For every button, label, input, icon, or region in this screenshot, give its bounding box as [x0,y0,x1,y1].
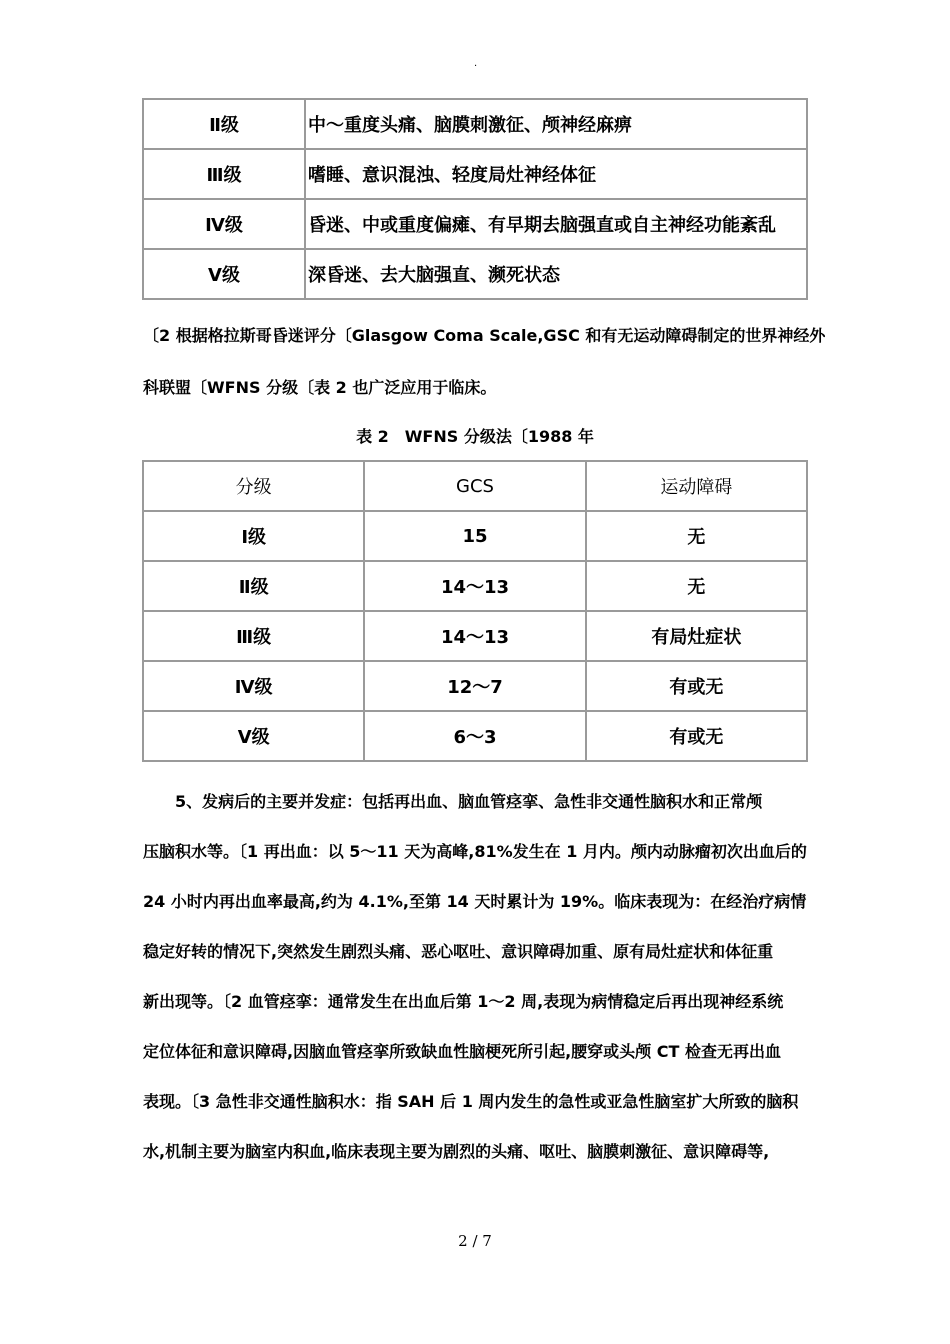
grade-cell: Ⅲ级 [143,611,364,661]
header-cell-grade: 分级 [143,461,364,511]
gcs-cell: 12～7 [364,661,585,711]
table-row [143,149,807,199]
grade-cell: Ⅴ级 [143,711,364,761]
body-line: 新出现等。〔2 血管痉挛：通常发生在出血后第 1～2 周,表现为病情稳定后再出现神经系统 [143,992,784,1011]
grade-cell: Ⅱ级 [143,561,364,611]
body-line: 水,机制主要为脑室内积血,临床表现主要为剧烈的头痛、呕吐、脑膜刺激征、意识障碍等, [143,1142,770,1161]
body-line: 稳定好转的情况下,突然发生剧烈头痛、恶心呕吐、意识障碍加重、原有局灶症状和体征重 [143,942,774,961]
grade-cell: Ⅰ级 [143,511,364,561]
grade-cell: Ⅱ级 [143,99,305,149]
table-row [143,611,807,661]
body-line: 5、发病后的主要并发症：包括再出血、脑血管痉挛、急性非交通性脑积水和正常颅 [143,792,763,811]
motor-cell: 有或无 [586,711,807,761]
body-line: 定位体征和意识障碍,因脑血管痉挛所致缺血性脑梗死所引起,腰穿或头颅 CT 检查无再出血 [143,1042,781,1061]
gcs-cell: 14～13 [364,561,585,611]
gcs-cell: 6～3 [364,711,585,761]
header-cell-gcs: GCS [364,461,585,511]
grade-cell: Ⅲ级 [143,149,305,199]
intro-line-2: 科联盟〔WFNS 分级〔表 2 也广泛应用于临床。 [143,378,497,397]
body-line: 压脑积水等。〔1 再出血：以 5～11 天为高峰,81%发生在 1 月内。颅内动脉瘤初次出血后的 [143,842,807,861]
motor-cell: 无 [586,511,807,561]
description-cell: 昏迷、中或重度偏瘫、有早期去脑强直或自主神经功能紊乱 [305,199,807,249]
table-row [143,711,807,761]
header-mark: . [474,58,478,69]
gcs-cell: 15 [364,511,585,561]
description-cell: 深昏迷、去大脑强直、濒死状态 [305,249,807,299]
motor-cell: 有或无 [586,661,807,711]
motor-cell: 有局灶症状 [586,611,807,661]
table-row [143,511,807,561]
wfns-grade-table [142,460,808,762]
table-row [143,249,807,299]
grade-cell: Ⅴ级 [143,249,305,299]
hunt-hess-grade-table [142,98,808,300]
table-header-row [143,461,807,511]
table-row [143,99,807,149]
page-number: 2 / 7 [458,1232,492,1250]
gcs-cell: 14～13 [364,611,585,661]
intro-line-1: 〔2 根据格拉斯哥昏迷评分〔Glasgow Coma Scale,GSC 和有无运动障碍制定的世界神经外 [143,326,826,345]
description-cell: 中～重度头痛、脑膜刺激征、颅神经麻痹 [305,99,807,149]
motor-cell: 无 [586,561,807,611]
table-row [143,661,807,711]
table-row [143,199,807,249]
header-cell-motor-deficit: 运动障碍 [586,461,807,511]
body-line: 24 小时内再出血率最高,约为 4.1%,至第 14 天时累计为 19%。临床表现为：在经治疗病情 [143,892,807,911]
grade-cell: Ⅳ级 [143,199,305,249]
grade-cell: Ⅳ级 [143,661,364,711]
table-row [143,561,807,611]
body-line: 表现。〔3 急性非交通性脑积水：指 SAH 后 1 周内发生的急性或亚急性脑室扩大所致的脑积 [143,1092,799,1111]
table-caption: 表 2 WFNS 分级法〔1988 年 [356,427,594,446]
description-cell: 嗜睡、意识混浊、轻度局灶神经体征 [305,149,807,199]
